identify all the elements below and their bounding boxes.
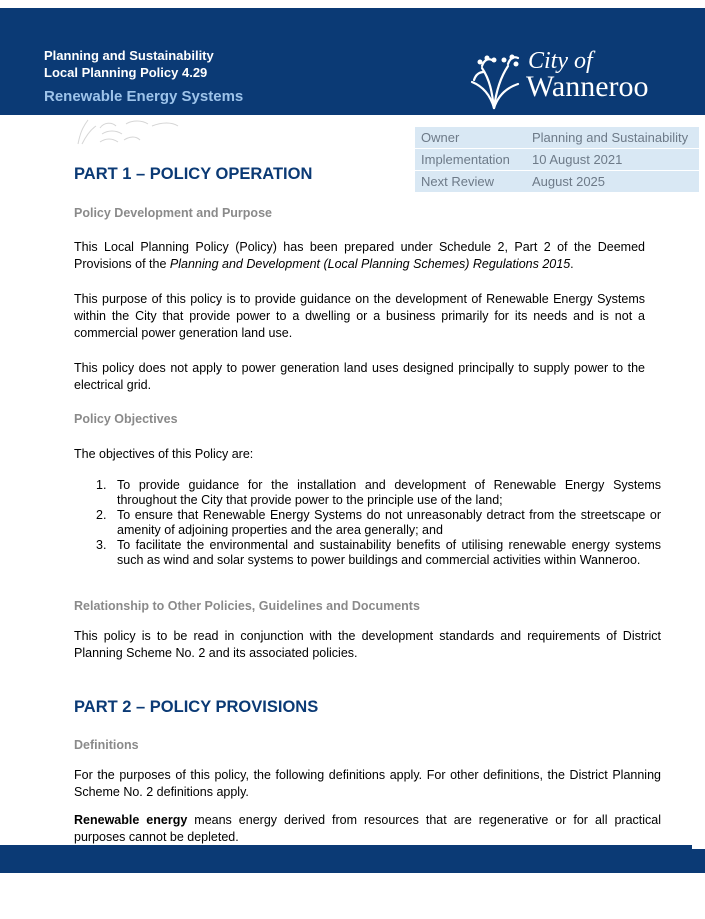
list-item — [92, 538, 661, 568]
list-item — [92, 508, 661, 538]
meta-label: Implementation — [415, 149, 526, 171]
meta-label: Owner — [415, 127, 526, 149]
objectives-intro: The objectives of this Policy are: — [74, 447, 254, 461]
section-heading-definitions: Definitions — [74, 738, 139, 752]
paragraph-purpose-1 — [74, 239, 645, 273]
list-number: 2. — [96, 508, 107, 522]
page-footer-bar — [0, 845, 705, 873]
text-run: . — [570, 257, 574, 271]
definition-text: means energy derived from resources that are regenerative or for all practical purposes cannot be depleted. — [74, 813, 662, 844]
paragraph-relationship: This policy is to be read in conjunction with the development standards and requirements of District Planning Scheme No. 2 and its associated policies. — [74, 629, 661, 660]
list-number: 1. — [96, 478, 107, 492]
part2-title: PART 2 – POLICY PROVISIONS — [74, 698, 319, 716]
header-policy-title: Renewable Energy Systems — [44, 88, 244, 105]
policy-meta-table — [415, 127, 699, 193]
list-number: 3. — [96, 538, 107, 552]
list-text: To facilitate the environmental and sustainability benefits of utilising renewable energy systems such as wind and solar systems to power buildings and commercial activities within Wanneroo. — [117, 538, 661, 567]
meta-value: August 2025 — [526, 171, 699, 193]
logo-text-wanneroo: Wanneroo — [526, 70, 649, 103]
list-text: To ensure that Renewable Energy Systems do not unreasonably detract from the streetscape or amenity of adjoining properties and the area generally; and — [117, 508, 661, 537]
part1-title: PART 1 – POLICY OPERATION — [74, 165, 313, 183]
meta-row-owner — [415, 127, 699, 149]
page-header — [0, 8, 705, 115]
meta-row-next-review — [415, 171, 699, 193]
list-item — [92, 478, 661, 508]
section-heading-relationship: Relationship to Other Policies, Guidelines and Documents — [74, 599, 420, 613]
meta-value: 10 August 2021 — [526, 149, 699, 171]
header-department: Planning and Sustainability — [44, 48, 214, 63]
footer-notch — [692, 845, 705, 849]
meta-value: Planning and Sustainability — [526, 127, 699, 149]
paragraph-definitions-intro: For the purposes of this policy, the following definitions apply. For other definitions, the District Planning Scheme No. 2 definitions apply. — [74, 768, 661, 799]
list-text: To provide guidance for the installation and development of Renewable Energy Systems throughout the City that provide power to the principle use of the land; — [117, 478, 661, 507]
header-policy-number: Local Planning Policy 4.29 — [44, 65, 208, 80]
section-heading-objectives: Policy Objectives — [74, 412, 178, 426]
section-heading-purpose: Policy Development and Purpose — [74, 206, 272, 220]
meta-row-implementation — [415, 149, 699, 171]
kangaroo-paw-icon — [468, 54, 520, 110]
text-run: This Local Planning Policy (Policy) has been prepared under Schedule 2, Part 2 of the Deemed Provisions of the — [74, 240, 645, 271]
regulation-title: Planning and Development (Local Planning Schemes) Regulations 2015 — [169, 257, 571, 271]
paragraph-purpose-3: This policy does not apply to power generation land uses designed principally to supply power to the electrical grid. — [74, 361, 645, 392]
definition-renewable-energy — [74, 812, 661, 846]
objectives-list — [92, 478, 661, 568]
definition-term: Renewable energy — [74, 813, 188, 827]
logo-text-city-of: City of — [528, 48, 593, 74]
meta-label: Next Review — [415, 171, 526, 193]
paragraph-purpose-2: This purpose of this policy is to provide guidance on the development of Renewable Energy Systems within the City that provide power to a dwelling or a business primarily for its needs and is not a commercial power generation land use. — [74, 292, 645, 340]
city-logo — [468, 48, 678, 112]
city-logo-watermark — [72, 114, 182, 146]
